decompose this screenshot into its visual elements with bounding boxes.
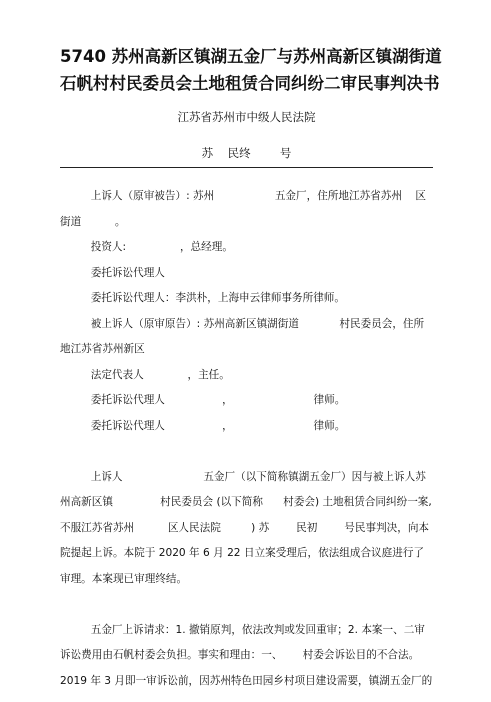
court-name: 江苏省苏州市中级人民法院 <box>177 110 316 124</box>
paragraph-legal-representative: 法定代表人 ，主任。 <box>90 368 230 381</box>
document-body <box>60 184 436 694</box>
header-divider <box>60 167 433 168</box>
paragraph-appeal-requests: 五金厂上诉请求：1. 撤销原判，依法改判或发回重审；2. 本案一、二审诉讼费用由石帆村委会负担。事实和理由：一、 村委会诉讼目的不合法。2019 年 3 月即一审诉讼前，因苏州特色田园乡村项目建设需要，镇湖五金厂的 <box>60 623 433 687</box>
paragraph-appellant: 上诉人（原审被告）: 苏州 五金厂，住所地江苏省苏州 区街道 。 <box>60 190 427 228</box>
case-number: 苏 民终 号 <box>201 146 292 160</box>
paragraph-agent: 委托诉讼代理人 <box>90 266 165 279</box>
paragraph-case-summary: 上诉人 五金厂（以下简称镇湖五金厂）因与被上诉人苏州高新区镇 村民委员会 (以下简称 村委会) 土地租赁合同纠纷一案, 不服江苏省苏州 区人民法院 ) 苏 民初 号民事判决，向本院提起上诉。本院于 2020 年 6 月 22 日立案受理后，依法组成合议庭进行了审理。本案现已审理终结。 <box>60 470 436 585</box>
paragraph-appellee-agent-1: 委托诉讼代理人 ， 律师。 <box>90 394 346 406</box>
paragraph-appellee-agent-2: 委托诉讼代理人 ， 律师。 <box>90 419 346 432</box>
paragraph-agent-lawyer: 委托诉讼代理人：李洪朴，上海申云律师事务所律师。 <box>90 292 345 304</box>
blank-line <box>60 439 433 465</box>
document-title-line-1: 5740 苏州高新区镇湖五金厂与苏州高新区镇湖街道 <box>60 47 442 66</box>
paragraph-investor: 投资人: ，总经理。 <box>90 241 233 253</box>
paragraph-appellee: 被上诉人（原审原告）: 苏州高新区镇湖街道 村民委员会，住所地江苏省苏州新区 <box>60 317 425 355</box>
document-title <box>60 0 442 97</box>
document-title-line-2: 石帆村村民委员会土地租赁合同纠纷二审民事判决书 <box>60 74 440 93</box>
blank-line <box>60 592 433 618</box>
